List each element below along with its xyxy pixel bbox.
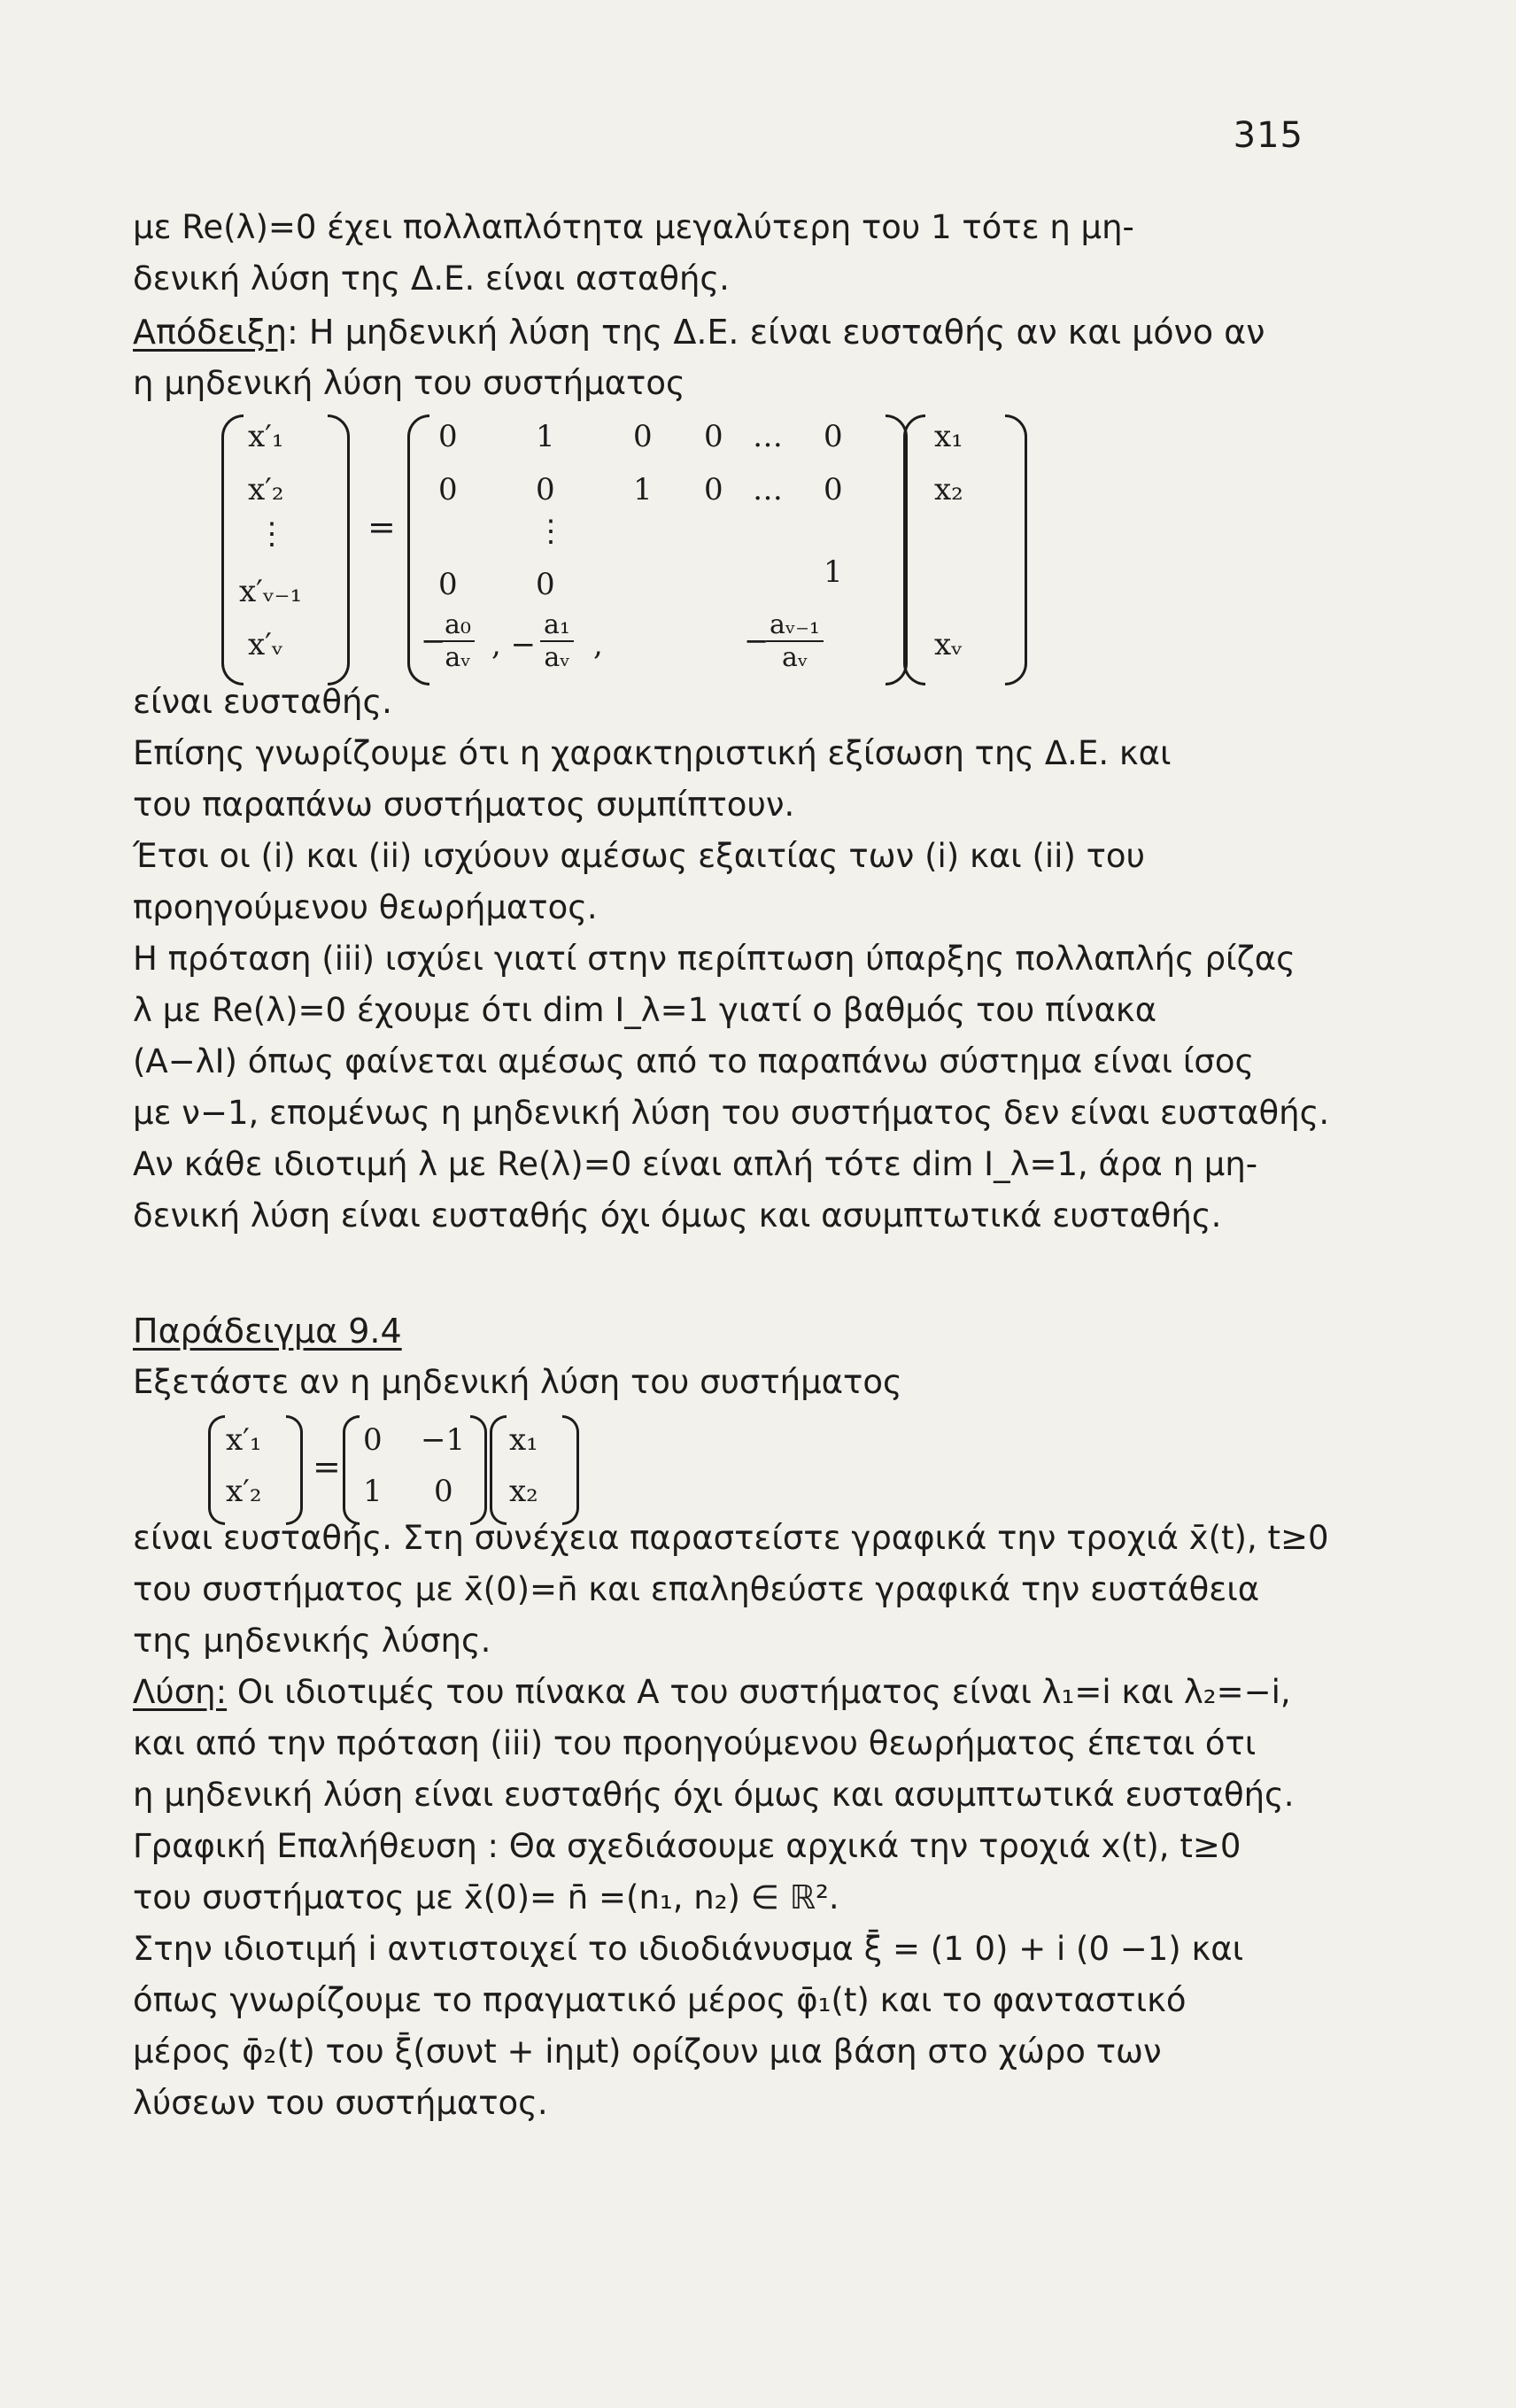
rhs-entry: x₁ bbox=[934, 419, 963, 454]
example-heading: Παράδειγμα 9.4 bbox=[133, 1312, 402, 1351]
system-matrix-equation: x′₁ x′₂ ⋮ x′ᵥ₋₁ x′ᵥ = 0 1 0 0 … 0 0 0 1 0 … 0 ⋮ 0 0 1 − $\frac{\text{a₀}}{\text{aᵥ}}$ , − $\frac{\text{a₁}}{\text{aᵥ}}$ , − $\frac{\text{aᵥ₋₁}}{\text{aᵥ}}$ x₁ x₂ xᵥ bbox=[186, 414, 1284, 689]
matrix-entry: 0 bbox=[824, 419, 843, 454]
solution-heading: Λύση: bbox=[133, 1673, 228, 1711]
matrix-entry: … bbox=[753, 419, 783, 454]
solution-line bbox=[133, 1670, 1311, 1715]
text-line: (A−λI) όπως φαίνεται αμέσως από το παραπάνω σύστημα είναι ίσος bbox=[133, 1042, 1255, 1080]
example-matrix-equation bbox=[208, 1415, 615, 1530]
text-line: λύσεων του συστήματος. bbox=[133, 2084, 548, 2122]
matrix-entry: 0 bbox=[536, 567, 555, 602]
text-line: Στην ιδιοτιμή i αντιστοιχεί το ιδιοδιάνυσμα ξ̄ = (1 0) + i (0 −1) και bbox=[133, 1930, 1244, 1968]
rhs-entry: x₁ bbox=[509, 1422, 538, 1458]
fraction-an1: $\frac{\text{aᵥ₋₁}}{\text{aᵥ}}$ bbox=[766, 609, 824, 673]
text-line: είναι ευσταθής. Στη συνέχεια παραστείστε γραφικά την τροχιά x̄(t), t≥0 bbox=[133, 1519, 1329, 1557]
rhs-entry: x₂ bbox=[509, 1474, 538, 1509]
matrix-entry: 0 bbox=[438, 419, 458, 454]
right-bracket bbox=[328, 414, 350, 685]
text-line: : Η μηδενική λύση της Δ.Ε. είναι ευσταθής αν και μόνο αν bbox=[287, 313, 1265, 352]
text-line: του συστήματος με x̄(0)=n̄ και επαληθεύστε γραφικά την ευστάθεια bbox=[133, 1570, 1260, 1608]
matrix-entry: 0 bbox=[434, 1474, 453, 1509]
text-line: του παραπάνω συστήματος συμπίπτουν. bbox=[133, 786, 795, 824]
lhs-entry: x′ᵥ₋₁ bbox=[239, 574, 303, 609]
rhs-entry: x₂ bbox=[934, 472, 963, 507]
text-line: δενική λύση είναι ευσταθής όχι όμως και ασυμπτωτικά ευσταθής. bbox=[133, 1196, 1222, 1235]
text-line: Οι ιδιοτιμές του πίνακα A του συστήματος είναι λ₁=i και λ₂=−i, bbox=[227, 1673, 1291, 1711]
lhs-entry: x′ᵥ bbox=[248, 627, 283, 662]
matrix-entry: 0 bbox=[704, 419, 723, 454]
text-line: είναι ευσταθής. bbox=[133, 683, 392, 721]
lhs-entry: x′₂ bbox=[248, 472, 284, 507]
fraction-a0: $\frac{\text{a₀}}{\text{aᵥ}}$ bbox=[441, 609, 475, 673]
matrix-entry: 0 bbox=[363, 1422, 383, 1458]
text-line: όπως γνωρίζουμε το πραγματικό μέρος φ̄₁(t) και το φανταστικό bbox=[133, 1981, 1187, 2019]
matrix-entry: 1 bbox=[536, 419, 555, 454]
lhs-entry: x′₁ bbox=[248, 419, 284, 454]
rhs-entry: xᵥ bbox=[934, 627, 963, 662]
equals-sign: = bbox=[313, 1447, 341, 1486]
text-line: μέρος φ̄₂(t) του ξ̄(συνt + iημt) ορίζουν μια βάση στο χώρο των bbox=[133, 2032, 1162, 2071]
text-line: Επίσης γνωρίζουμε ότι η χαρακτηριστική εξίσωση της Δ.Ε. και bbox=[133, 734, 1172, 772]
text-line: προηγούμενου θεωρήματος. bbox=[133, 888, 598, 926]
page-number: 315 bbox=[1233, 115, 1303, 156]
matrix-entry: … bbox=[753, 472, 783, 507]
text-line: με ν−1, επομένως η μηδενική λύση του συστήματος δεν είναι ευσταθής. bbox=[133, 1094, 1330, 1132]
proof-line bbox=[133, 310, 1311, 354]
matrix-entry: 0 bbox=[438, 472, 458, 507]
text-line: Αν κάθε ιδιοτιμή λ με Re(λ)=0 είναι απλή τότε dim I_λ=1, άρα η μη- bbox=[133, 1145, 1258, 1183]
equals-sign: = bbox=[367, 507, 396, 546]
matrix-entry: 0 bbox=[824, 472, 843, 507]
matrix-entry: 0 bbox=[704, 472, 723, 507]
matrix-entry: ⋮ bbox=[536, 514, 566, 549]
matrix-entry: 0 bbox=[536, 472, 555, 507]
lhs-entry: ⋮ bbox=[257, 516, 287, 552]
text-line: Έτσι οι (i) και (ii) ισχύουν αμέσως εξαιτίας των (i) και (ii) του bbox=[133, 837, 1145, 875]
matrix-entry: 1 bbox=[824, 554, 843, 590]
matrix-entry: 1 bbox=[363, 1474, 383, 1509]
text-line: δενική λύση της Δ.Ε. είναι ασταθής. bbox=[133, 259, 730, 298]
text-line: και από την πρόταση (iii) του προηγούμενου θεωρήματος έπεται ότι bbox=[133, 1724, 1257, 1762]
matrix-entry: 0 bbox=[633, 419, 653, 454]
text-line: Εξετάστε αν η μηδενική λύση του συστήματος bbox=[133, 1363, 902, 1401]
text-line: Η πρόταση (iii) ισχύει γιατί στην περίπτωση ύπαρξης πολλαπλής ρίζας bbox=[133, 940, 1296, 978]
text-line: η μηδενική λύση είναι ευσταθής όχι όμως και ασυμπτωτικά ευσταθής. bbox=[133, 1776, 1295, 1814]
text-line: λ με Re(λ)=0 έχουμε ότι dim I_λ=1 γιατί ο βαθμός του πίνακα bbox=[133, 991, 1157, 1029]
fraction-a1: $\frac{\text{a₁}}{\text{aᵥ}}$ bbox=[540, 609, 574, 673]
text-line: η μηδενική λύση του συστήματος bbox=[133, 364, 685, 402]
proof-heading: Απόδειξη bbox=[133, 313, 288, 352]
lhs-entry: x′₂ bbox=[226, 1474, 262, 1509]
text-line: του συστήματος με x̄(0)= n̄ =(n₁, n₂) ∈ ℝ². bbox=[133, 1878, 839, 1916]
matrix-entry: 1 bbox=[633, 472, 653, 507]
matrix-entry: −1 bbox=[421, 1422, 466, 1458]
lhs-entry: x′₁ bbox=[226, 1422, 262, 1458]
right-bracket bbox=[1005, 414, 1027, 685]
left-bracket bbox=[903, 414, 925, 685]
matrix-entry: 0 bbox=[438, 567, 458, 602]
text-line: με Re(λ)=0 έχει πολλαπλότητα μεγαλύτερη του 1 τότε η μη- bbox=[133, 208, 1134, 246]
text-line: Γραφική Επαλήθευση : Θα σχεδιάσουμε αρχικά την τροχιά x(t), t≥0 bbox=[133, 1827, 1241, 1865]
left-bracket bbox=[221, 414, 244, 685]
text-line: της μηδενικής λύσης. bbox=[133, 1622, 491, 1660]
